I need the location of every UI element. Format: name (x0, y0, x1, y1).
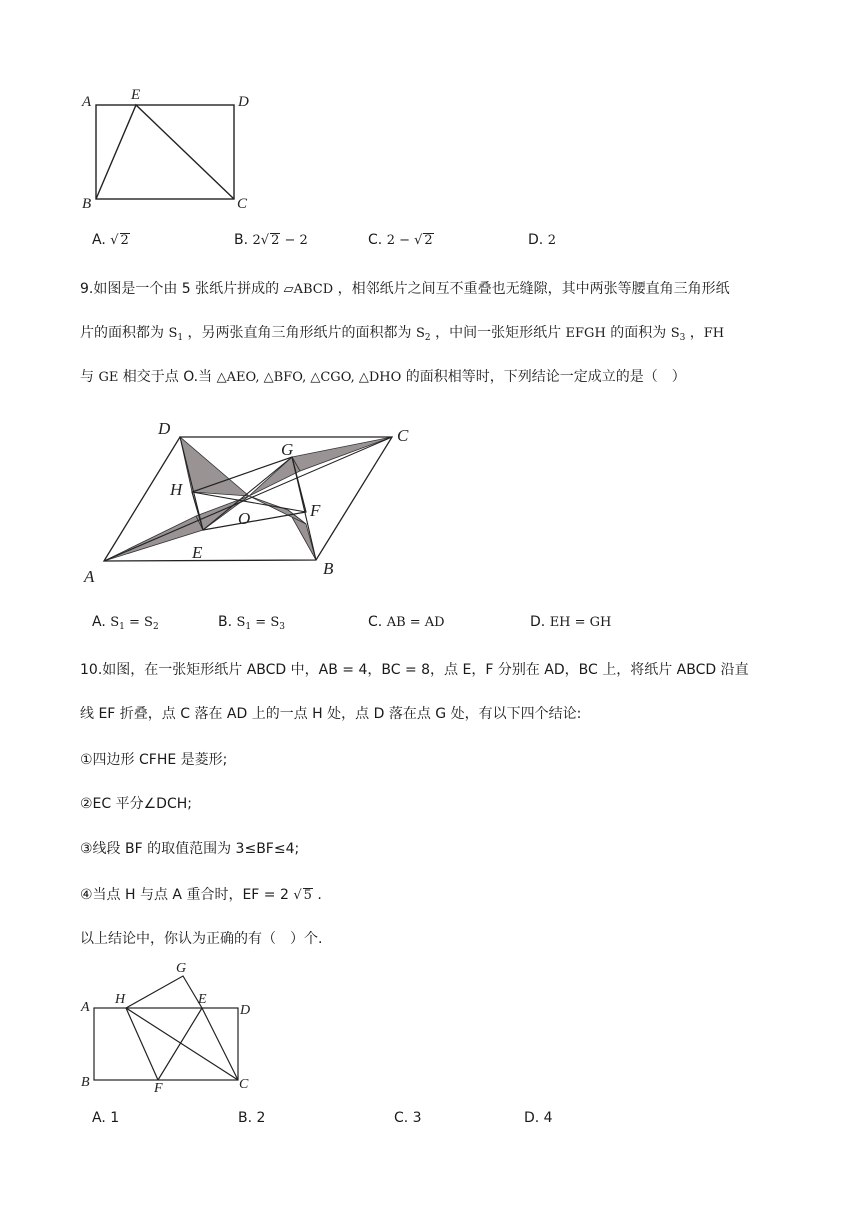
label-C: C (397, 426, 409, 445)
q8-option-d[interactable] (528, 232, 556, 248)
q10-option-a[interactable]: A. 1 (92, 1110, 120, 1126)
label-H: H (115, 992, 126, 1007)
label-A: A (84, 567, 95, 586)
option-value: EH = GH (549, 615, 612, 630)
shaded-triangle-dho (180, 437, 249, 496)
q9-option-c[interactable] (368, 614, 445, 630)
q10-conclusion-1: ①四边形 CFHE 是菱形; (80, 752, 228, 768)
q10-option-b[interactable]: B. 2 (238, 1110, 266, 1126)
option-prefix: D. (530, 614, 546, 630)
option-prefix: A. (92, 232, 106, 248)
q10-option-d[interactable]: D. 4 (524, 1110, 553, 1126)
q8-option-a[interactable]: A. √ 2 (92, 232, 129, 248)
q9-option-d[interactable] (530, 614, 611, 630)
q10-line-2: 线 EF 折叠，点 C 落在 AD 上的一点 H 处，点 D 落在点 G 处，有以下四个结论: (80, 706, 582, 722)
label-C: C (239, 1077, 249, 1092)
q9-line-1: 9.如图是一个由 5 张纸片拼成的 ▱ABCD ，相邻纸片之间互不重叠也无缝隙，其中两张等腰直角三角形纸 (80, 281, 730, 297)
q10-line-1: 10.如图，在一张矩形纸片 ABCD 中，AB = 4，BC = 8，点 E，F 分别在 AD，BC 上，将纸片 ABCD 沿直 (80, 662, 749, 678)
q9-option-b[interactable]: B. $S_1 = S_3$ (218, 614, 285, 632)
label-D: D (238, 94, 249, 110)
figure-q10 (78, 958, 268, 1094)
option-value: AB = AD (386, 615, 445, 630)
figure-q8 (78, 84, 258, 214)
label-F: F (154, 1081, 163, 1094)
q9-line-3: 与 GE 相交于点 O.当 △AEO, △BFO, △CGO, △DHO 的面积相等时，下列结论一定成立的是（ ） (80, 369, 686, 385)
label-E: E (131, 87, 141, 103)
label-B: B (82, 196, 92, 212)
label-H: H (170, 480, 183, 499)
radicand: 2 (271, 233, 280, 248)
label-E: E (198, 992, 207, 1007)
option-prefix: C. (368, 614, 383, 630)
radicand: 2 (424, 233, 433, 248)
q10-line-7: 以上结论中，你认为正确的有（ ）个. (80, 931, 323, 947)
q8-option-c[interactable]: C. 2 − √ 2 (368, 232, 433, 248)
label-D: D (240, 1003, 251, 1018)
label-D: D (158, 419, 171, 438)
lead: 2 − (386, 233, 415, 248)
label-O: O (238, 509, 251, 528)
option-prefix: A. (92, 614, 106, 630)
label-A: A (82, 94, 92, 110)
q9-option-a[interactable]: A. $S_1 = S_2$ (92, 614, 159, 632)
q10-conclusion-3: ③线段 BF 的取值范围为 3≤BF≤4; (80, 841, 300, 857)
option-prefix: B. (218, 614, 233, 630)
coefficient: 2 (252, 233, 261, 248)
q8-option-b[interactable]: B. 2√ 2 − 2 (234, 232, 308, 248)
label-C: C (237, 196, 248, 212)
label-G: G (176, 961, 187, 976)
tail: − 2 (280, 233, 308, 248)
label-G: G (281, 440, 294, 459)
q10-option-c[interactable]: C. 3 (394, 1110, 422, 1126)
radicand: 2 (120, 233, 129, 248)
figure-q9 (78, 412, 428, 590)
q10-conclusion-4: ④当点 H 与点 A 重合时，EF = 2 √ 5 . (80, 887, 322, 903)
label-B: B (323, 559, 334, 578)
label-E: E (192, 543, 203, 562)
label-B: B (81, 1075, 90, 1090)
option-prefix: B. (234, 232, 249, 248)
option-prefix: C. (368, 232, 383, 248)
option-prefix: D. (528, 232, 544, 248)
label-A: A (81, 1000, 90, 1015)
option-value: 2 (547, 233, 556, 248)
label-F: F (310, 501, 321, 520)
parallelogram-symbol: ▱ABCD (283, 282, 334, 297)
shaded-triangle-c (292, 437, 392, 471)
q10-conclusion-2: ②EC 平分∠DCH; (80, 796, 192, 812)
q9-line-2: 片的面积都为 $S_1$ ，另两张直角三角形纸片的面积都为 $S_2$ ，中间一张矩形纸片 EFGH 的面积为 $S_3$ ，FH (80, 325, 725, 343)
